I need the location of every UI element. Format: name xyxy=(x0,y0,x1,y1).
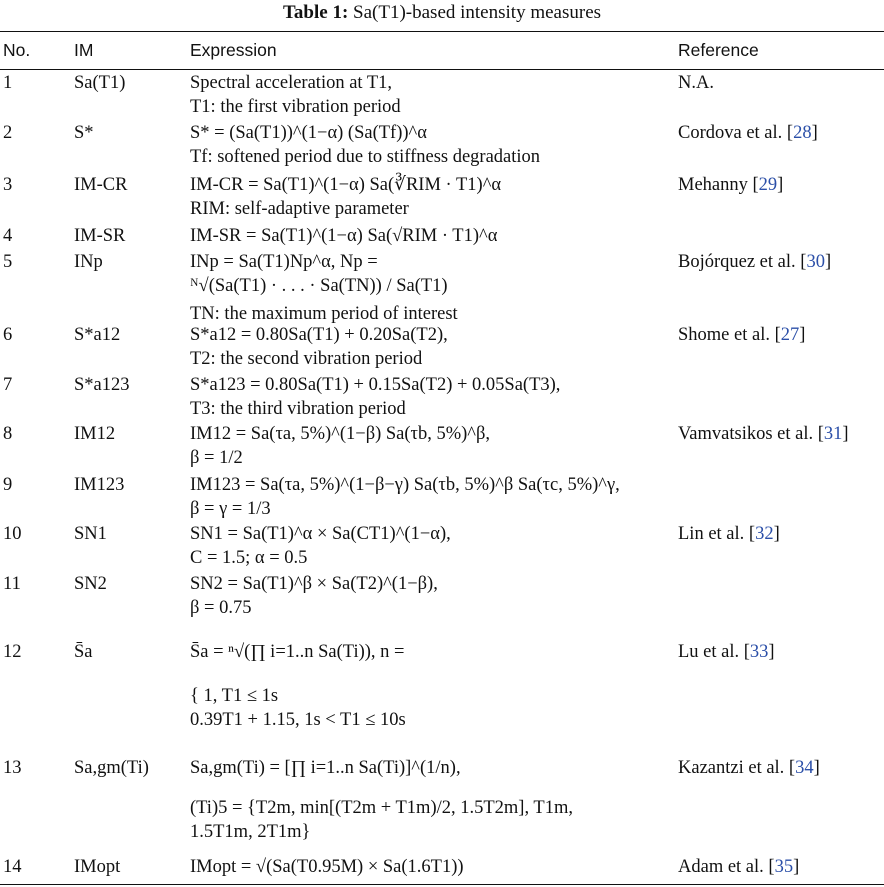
intensity-measure: S̄a xyxy=(74,642,93,662)
intensity-measure: IM12 xyxy=(74,424,116,444)
citation-link[interactable]: 31 xyxy=(823,424,843,444)
expression-line: SN2 = Sa(T1)^β × Sa(T2)^(1−β), xyxy=(190,574,438,594)
expression-line: 0.39T1 + 1.15, 1s < T1 ≤ 10s xyxy=(190,710,406,730)
expression-line: S*a123 = 0.80Sa(T1) + 0.15Sa(T2) + 0.05Sa(T3), xyxy=(190,375,561,395)
row-number: 6 xyxy=(3,325,13,345)
expression-line: Spectral acceleration at T1, xyxy=(190,73,393,93)
expression-line: RIM: self-adaptive parameter xyxy=(190,199,409,219)
expression-line: 1.5T1m, 2T1m} xyxy=(190,822,311,842)
intensity-measure: Sa(T1) xyxy=(74,73,126,93)
reference-close: ] xyxy=(824,252,832,272)
reference xyxy=(678,422,849,446)
expression xyxy=(190,71,401,119)
intensity-measure: Sa,gm(Ti) xyxy=(74,758,149,778)
expression xyxy=(190,323,448,371)
row-number: 10 xyxy=(3,524,22,544)
table-caption xyxy=(0,0,884,26)
expression xyxy=(190,224,497,248)
expression xyxy=(190,173,501,221)
reference-close: ] xyxy=(811,123,818,143)
expression-line: S*a12 = 0.80Sa(T1) + 0.20Sa(T2), xyxy=(190,325,448,345)
expression xyxy=(190,422,490,470)
citation-link[interactable]: 27 xyxy=(780,325,800,345)
expression-line: { 1, T1 ≤ 1s xyxy=(190,686,279,706)
reference-text: Vamvatsikos et al. [ xyxy=(678,424,824,444)
row-number: 7 xyxy=(3,375,13,395)
expression xyxy=(190,572,438,620)
bottom-rule xyxy=(0,884,884,885)
reference xyxy=(678,250,831,274)
expression-line: IM-SR = Sa(T1)^(1−α) Sa(√RIM · T1)^α xyxy=(190,226,498,246)
reference xyxy=(678,855,799,879)
citation-link[interactable]: 32 xyxy=(755,524,774,544)
reference-text: Lin et al. [ xyxy=(678,524,756,544)
citation-link[interactable]: 28 xyxy=(793,123,812,143)
reference xyxy=(678,173,783,197)
reference xyxy=(678,121,818,145)
expression-line: IMopt = √(Sa(T0.95M) × Sa(1.6T1)) xyxy=(190,857,464,877)
reference-close: ] xyxy=(813,758,820,778)
expression-line: ᴺ√(Sa(T1) · . . . · Sa(TN)) / Sa(T1) xyxy=(190,276,448,296)
row-number: 5 xyxy=(3,252,13,272)
expression-line: Tf: softened period due to stiffness degradation xyxy=(190,147,541,167)
reference-close: ] xyxy=(768,642,775,662)
reference-close: ] xyxy=(777,175,784,195)
expression-line: C = 1.5; α = 0.5 xyxy=(190,548,308,568)
citation-link[interactable]: 29 xyxy=(758,175,778,195)
row-number: 2 xyxy=(3,123,13,143)
row-number: 14 xyxy=(3,857,22,877)
caption-text: Sa(T1)-based intensity measures xyxy=(353,2,602,23)
expression-line: Sa,gm(Ti) = [∏ i=1..n Sa(Ti)]^(1/n), xyxy=(190,758,461,778)
expression-line: T3: the third vibration period xyxy=(190,399,406,419)
reference-text: Bojórquez et al. [ xyxy=(678,252,807,272)
reference-close: ] xyxy=(799,325,806,345)
row-number: 3 xyxy=(3,175,13,195)
expression-line: IM12 = Sa(τa, 5%)^(1−β) Sa(τb, 5%)^β, xyxy=(190,424,491,444)
expression-line: T2: the second vibration period xyxy=(190,349,423,369)
row-number: 13 xyxy=(3,758,22,778)
expression xyxy=(190,756,573,844)
reference xyxy=(678,640,775,664)
expression xyxy=(190,640,406,732)
header-rule xyxy=(0,69,884,70)
header-im: IM xyxy=(74,40,94,60)
intensity-measure: S*a12 xyxy=(74,325,121,345)
row-number: 12 xyxy=(3,642,22,662)
header-no: No. xyxy=(3,40,31,60)
intensity-measure: S* xyxy=(74,123,94,143)
row-number: 1 xyxy=(3,73,13,93)
intensity-measure: SN2 xyxy=(74,574,107,594)
expression-line: β = 0.75 xyxy=(190,598,252,618)
row-number: 4 xyxy=(3,226,13,246)
row-number: 9 xyxy=(3,475,13,495)
intensity-measure: IM-CR xyxy=(74,175,128,195)
expression-line: TN: the maximum period of interest xyxy=(190,304,458,324)
reference-text: Kazantzi et al. [ xyxy=(678,758,796,778)
intensity-measure: IMopt xyxy=(74,857,121,877)
expression-line: SN1 = Sa(T1)^α × Sa(CT1)^(1−α), xyxy=(190,524,451,544)
reference-text: Lu et al. [ xyxy=(678,642,750,662)
header-expression: Expression xyxy=(190,40,277,60)
intensity-measure: INp xyxy=(74,252,103,272)
reference-text: Adam et al. [ xyxy=(678,857,775,877)
expression xyxy=(190,473,620,521)
top-rule xyxy=(0,31,884,32)
reference-close: ] xyxy=(842,424,849,444)
expression xyxy=(190,250,458,326)
intensity-measure: SN1 xyxy=(74,524,107,544)
expression-line: (Ti)5 = {T2m, min[(T2m + T1m)/2, 1.5T2m], T1m, xyxy=(190,798,573,818)
reference-text: Cordova et al. [ xyxy=(678,123,794,143)
expression-line: β = 1/2 xyxy=(190,448,243,468)
reference-text: N.A. xyxy=(678,73,714,93)
reference-text: Mehanny [ xyxy=(678,175,759,195)
intensity-measure: IM-SR xyxy=(74,226,126,246)
reference xyxy=(678,71,714,95)
expression-line: β = γ = 1/3 xyxy=(190,499,271,519)
expression-line: IM-CR = Sa(T1)^(1−α) Sa(∛RIM · T1)^α xyxy=(190,175,502,195)
reference-close: ] xyxy=(773,524,780,544)
citation-link[interactable]: 34 xyxy=(795,758,814,778)
intensity-measure: S*a123 xyxy=(74,375,130,395)
expression-line: S̄a = ⁿ√(∏ i=1..n Sa(Ti)), n = xyxy=(190,642,405,662)
expression xyxy=(190,522,451,570)
citation-link[interactable]: 35 xyxy=(774,857,794,877)
reference-text: Shome et al. [ xyxy=(678,325,781,345)
expression-line: IM123 = Sa(τa, 5%)^(1−β−γ) Sa(τb, 5%)^β Sa(τc, 5%)^γ, xyxy=(190,475,620,495)
reference-close: ] xyxy=(793,857,800,877)
caption-label: Table 1: xyxy=(282,2,349,23)
expression xyxy=(190,121,540,169)
expression xyxy=(190,855,464,879)
reference xyxy=(678,522,780,546)
reference xyxy=(678,323,805,347)
expression-line: T1: the first vibration period xyxy=(190,97,401,117)
reference xyxy=(678,756,820,780)
citation-link[interactable]: 30 xyxy=(806,252,825,272)
row-number: 8 xyxy=(3,424,13,444)
header-reference: Reference xyxy=(678,40,759,60)
row-number: 11 xyxy=(3,574,21,594)
intensity-measure: IM123 xyxy=(74,475,125,495)
expression xyxy=(190,373,560,421)
expression-line: INp = Sa(T1)Np^α, Np = xyxy=(190,252,378,272)
expression-line: S* = (Sa(T1))^(1−α) (Sa(Tf))^α xyxy=(190,123,427,143)
citation-link[interactable]: 33 xyxy=(749,642,769,662)
